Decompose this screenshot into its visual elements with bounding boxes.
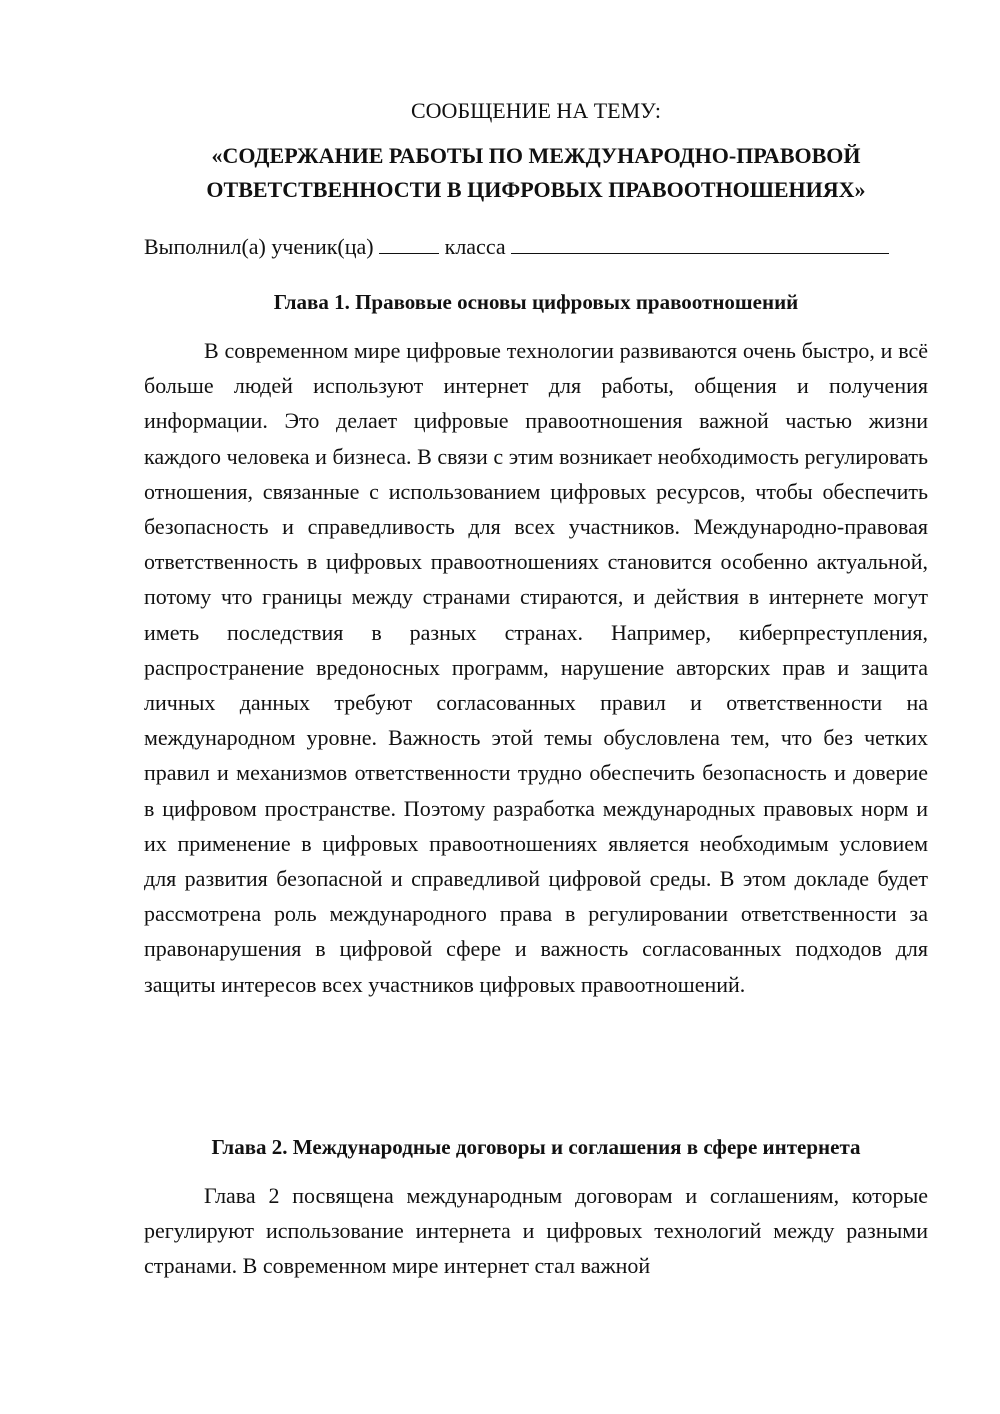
chapter1-heading: Глава 1. Правовые основы цифровых правоотношений: [273, 290, 799, 314]
name-blank: [511, 229, 889, 254]
document-title: «СОДЕРЖАНИЕ РАБОТЫ ПО МЕЖДУНАРОДНО-ПРАВОВОЙ ОТВЕТСТВЕННОСТИ В ЦИФРОВЫХ ПРАВООТНОШЕНИЯХ»: [206, 143, 866, 202]
author-label: Выполнил(а) ученик(ца): [144, 234, 374, 259]
document-topic-line: СООБЩЕНИЕ НА ТЕМУ:: [411, 98, 661, 123]
class-label: класса: [444, 234, 506, 259]
chapter2-paragraph: Глава 2 посвящена международным договорам и соглашениям, которые регулируют использование интернета и цифровых технологий между разными странами. В современном мире интернет стал важной: [144, 1183, 928, 1279]
chapter1-paragraph: В современном мире цифровые технологии развиваются очень быстро, и всё больше людей используют интернет для работы, общения и получения информации. Это делает цифровые правоотношения важной частью жизни каждого человека и бизнеса. В связи с этим возникает необходимость регулировать отношения, связанные с использованием цифровых ресурсов, чтобы обеспечить безопасность и справедливость для всех участников. Международно-правовая ответственность в цифровых правоотношениях становится особенно актуальной, потому что границы между странами стираются, и действия в интернете могут иметь последствия в разных странах. Например, киберпреступления, распространение вредоносных программ, нарушение авторских прав и защита личных данных требуют согласованных правил и ответственности на международном уровне. Важность этой темы обусловлена тем, что без четких правил и механизмов ответственности трудно обеспечить безопасность и доверие в цифровом пространстве. Поэтому разработка международных правовых норм и их применение в цифровых правоотношениях является необходимым условием для развития безопасной и справедливой цифровой среды. В этом докладе будет рассмотрена роль международного права в регулировании ответственности за правонарушения в цифровой сфере и важность согласованных подходов для защиты интересов всех участников цифровых правоотношений.: [144, 338, 928, 997]
chapter2-heading: Глава 2. Международные договоры и соглашения в сфере интернета: [211, 1135, 861, 1159]
author-line: [144, 229, 934, 264]
grade-blank: [379, 229, 439, 254]
